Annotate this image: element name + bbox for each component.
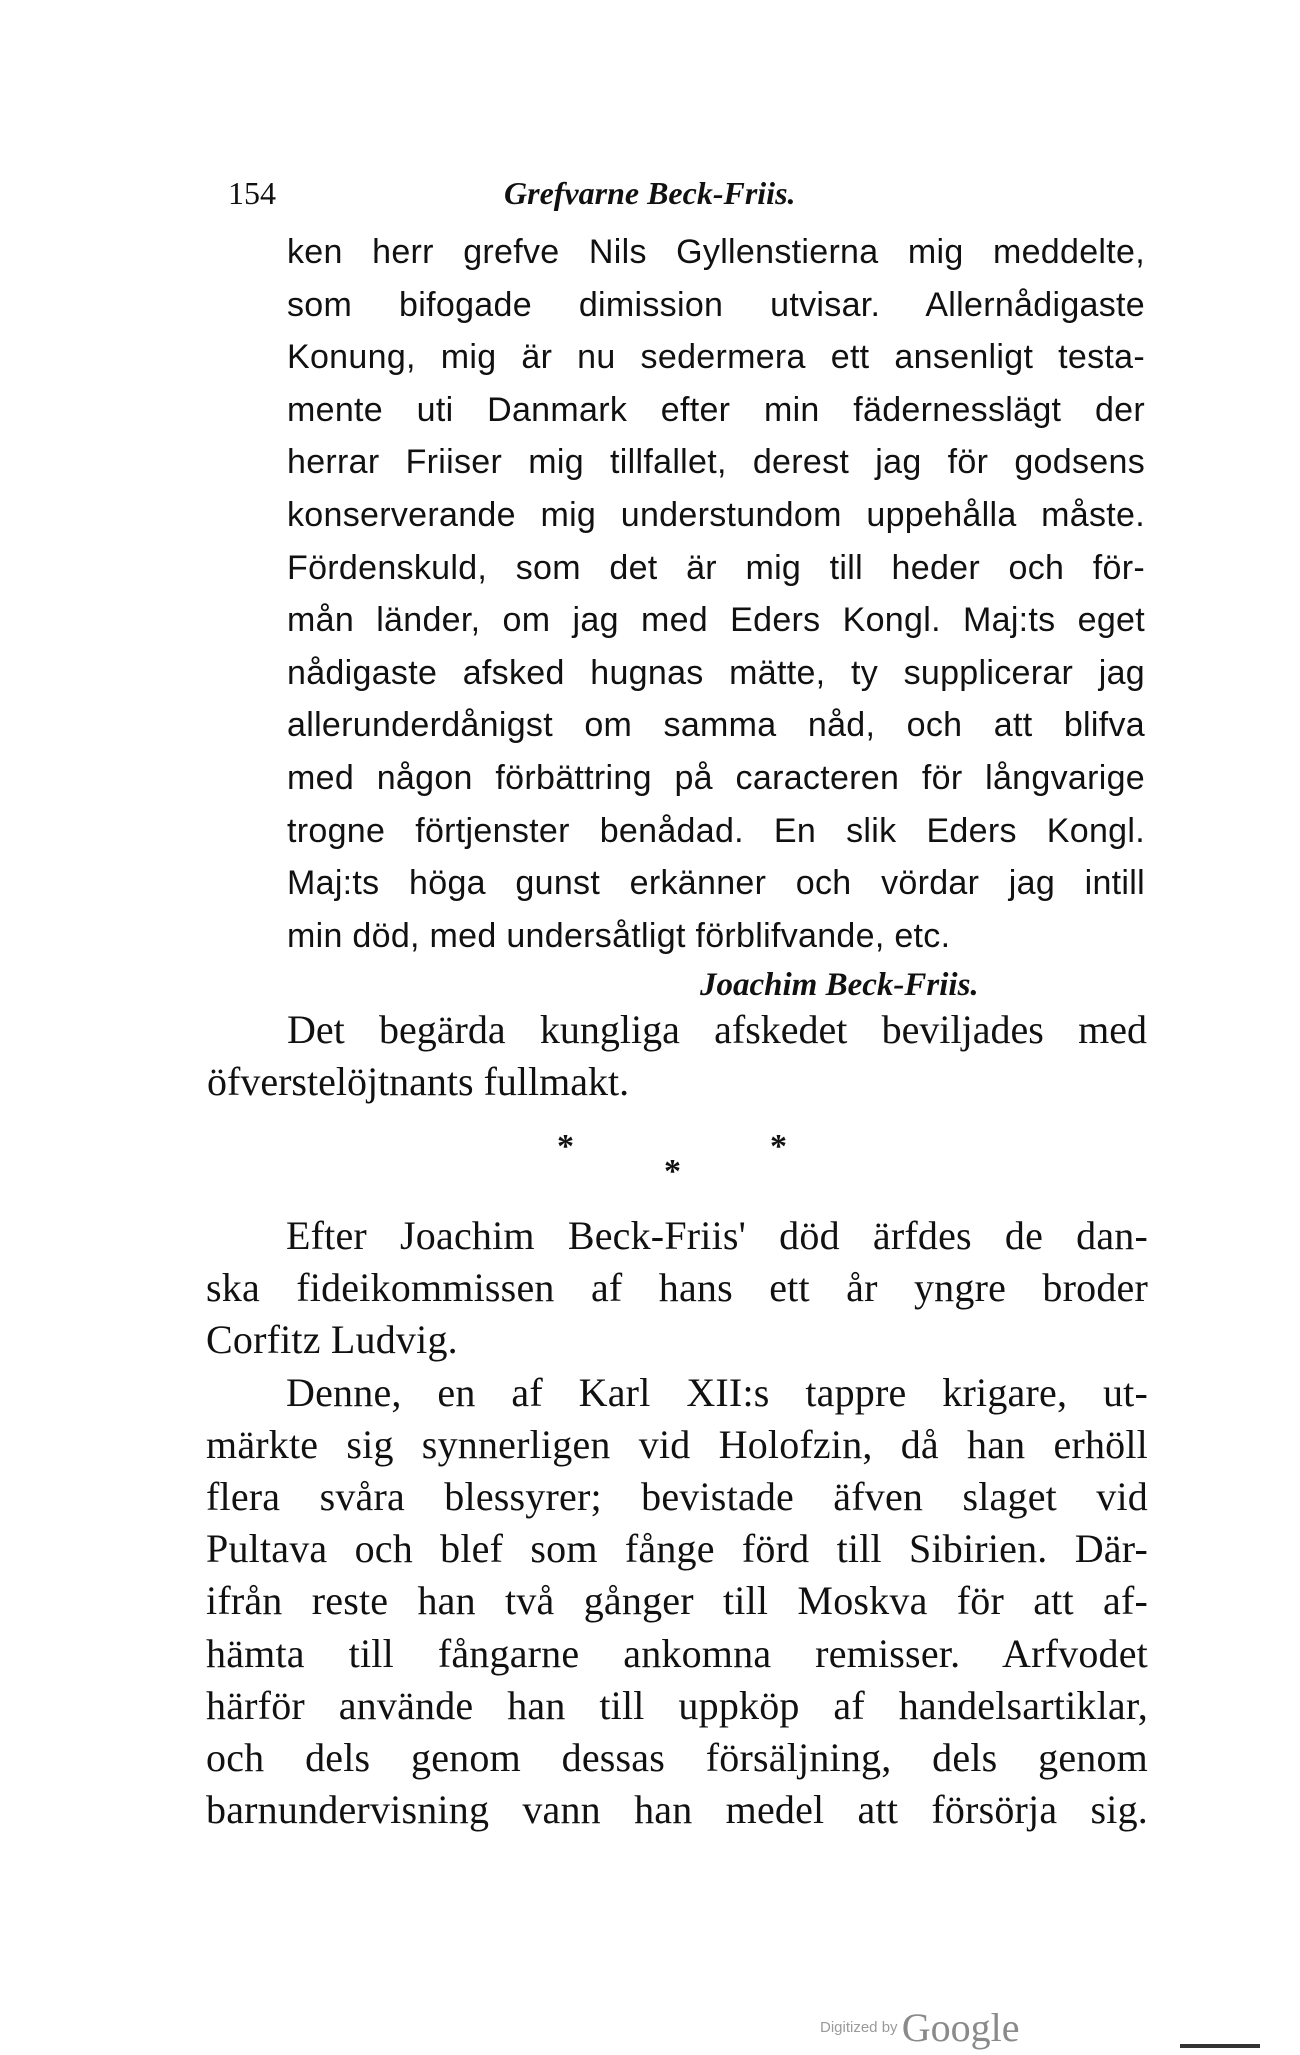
letter-line: Maj:ts höga gunst erkänner och vördar jag intill: [287, 864, 1145, 903]
letter-line: konserverande mig understundom uppehålla måste.: [287, 495, 1145, 534]
section-separator: [0, 1128, 1300, 1198]
paragraph-line: ifrån reste han två gånger till Moskva för att af-: [206, 1578, 1148, 1624]
paragraph-line: öfverstelöjtnants fullmakt.: [207, 1059, 630, 1104]
page-edge-mark: [1180, 2044, 1260, 2048]
paragraph-line: Pultava och blef som fånge förd till Sibirien. Där-: [206, 1526, 1148, 1572]
asterisk: *: [664, 1153, 681, 1190]
page-header: [228, 168, 1148, 218]
paragraph-line: Efter Joachim Beck-Friis' död ärfdes de dan-: [286, 1213, 1148, 1258]
page-number: 154: [228, 175, 276, 211]
letter-line: Fördenskuld, som det är mig till heder och för-: [287, 548, 1145, 587]
letter-line: ken herr grefve Nils Gyllenstierna mig meddelte,: [287, 233, 1145, 271]
letter-line: mån länder, om jag med Eders Kongl. Maj:ts eget: [287, 601, 1145, 640]
signature: Joachim Beck-Friis.: [700, 967, 979, 1003]
letter-line: allerunderdånigst om samma nåd, och att blifva: [287, 706, 1145, 745]
letter-line: nådigaste afsked hugnas mätte, ty supplicerar jag: [287, 653, 1145, 692]
paragraph-line: Corfitz Ludvig.: [206, 1317, 458, 1363]
google-logo: Google: [901, 2005, 1020, 2051]
paragraph-line: ska fideikommissen af hans ett år yngre broder: [206, 1265, 1148, 1311]
paragraph-line: flera svåra blessyrer; bevistade äfven slaget vid: [206, 1474, 1148, 1520]
main-text: [206, 1210, 1148, 1836]
letter-line: mente uti Danmark efter min fädernesslägt der: [287, 390, 1145, 429]
paragraph-line: hämta till fångarne ankomna remisser. Arfvodet: [206, 1630, 1148, 1676]
paragraph-line: härför använde han till uppköp af handelsartiklar,: [206, 1682, 1148, 1728]
letter-line: trogne förtjenster benådad. En slik Eders Kongl.: [287, 811, 1145, 850]
asterisk: *: [770, 1128, 787, 1165]
digitized-watermark: [820, 2005, 1020, 2051]
running-title: Grefvarne Beck-Friis.: [504, 175, 796, 211]
letter-line: med någon förbättring på caracteren för långvarige: [287, 758, 1145, 797]
letter-line: herrar Friiser mig tillfallet, derest jag för godsens: [287, 443, 1145, 482]
letter-line: min död, med undersåtligt förblifvande, etc.: [287, 916, 951, 955]
quoted-letter: [287, 226, 1145, 962]
paragraph-line: Denne, en af Karl XII:s tappre krigare, ut-: [286, 1369, 1148, 1415]
paragraph-line: Det begärda kungliga afskedet beviljades med: [287, 1007, 1147, 1052]
letter-line: som bifogade dimission utvisar. Allernådigaste: [287, 285, 1145, 324]
asterisk: *: [557, 1128, 574, 1165]
paragraph-line: märkte sig synnerligen vid Holofzin, då han erhöll: [206, 1421, 1148, 1467]
letter-line: Konung, mig är nu sedermera ett ansenligt testa-: [287, 338, 1145, 377]
paragraph-line: barnundervisning vann han medel att försörja sig.: [206, 1787, 1148, 1833]
paragraph-line: och dels genom dessas försäljning, dels genom: [206, 1735, 1148, 1781]
watermark-prefix: Digitized by: [820, 2019, 898, 2037]
paragraph-dismissal: [207, 1004, 1147, 1108]
